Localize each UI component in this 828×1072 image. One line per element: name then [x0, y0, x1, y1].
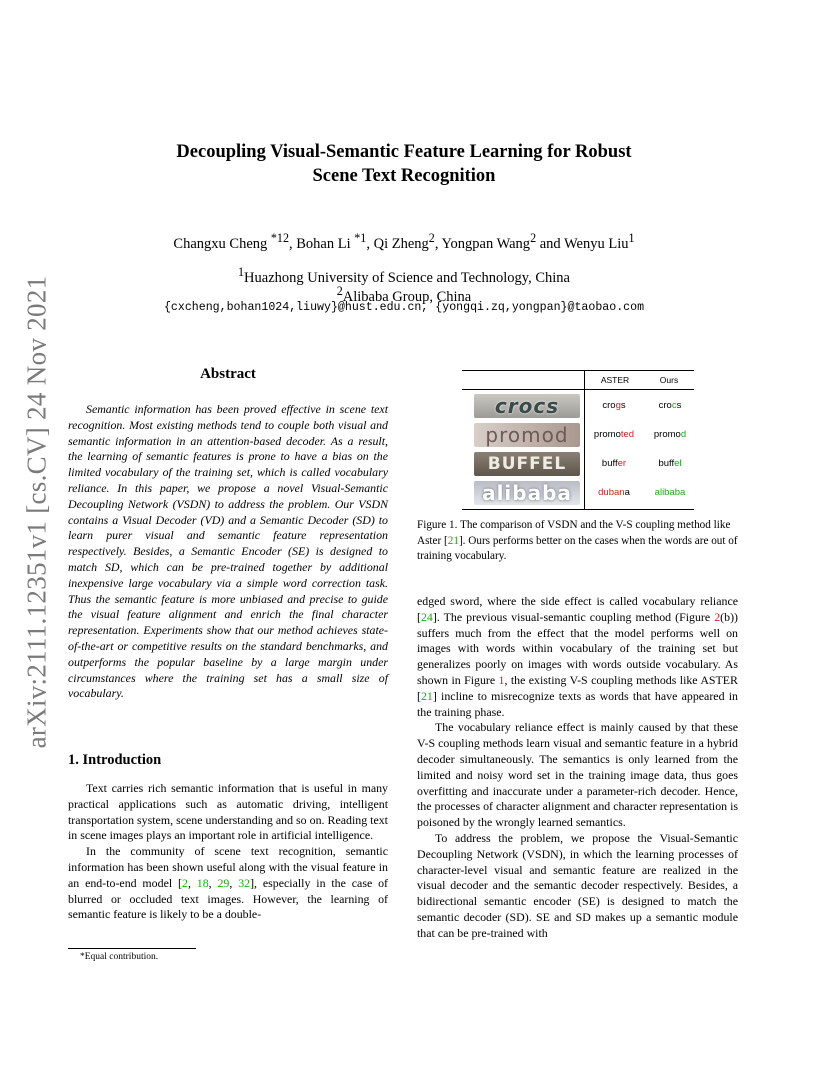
- intro-p2-text: ], especially in the case of blurred or occluded text images. However, the learning of semantic feature is likely to be a double-: [68, 875, 388, 922]
- author-4-sup: 2: [530, 231, 537, 245]
- ours-prediction: [638, 429, 702, 440]
- figure-ref-link[interactable]: 2: [714, 609, 721, 624]
- affiliation-2-text: Alibaba Group, China: [342, 288, 472, 305]
- title-line-2: Scene Text Recognition: [312, 166, 496, 186]
- right-p1-text: ] incline to misrecognize texts as words that have appeared in the training phase.: [417, 688, 738, 719]
- author-emails: {cxcheng,bohan1024,liuwy}@hust.edu.cn, {yongqi.zq,yongpan}@taobao.com: [163, 301, 645, 314]
- figure-row-4: [462, 481, 694, 507]
- figure-1-caption: [417, 518, 738, 565]
- aster-prediction: [582, 429, 646, 440]
- figure-row-1: [462, 394, 694, 420]
- author-5: and Wenyu Liu: [536, 235, 629, 252]
- affiliation-1-text: Huazhong University of Science and Technology, China: [244, 269, 570, 286]
- column-header-aster: ASTER: [600, 375, 630, 385]
- aster-prediction-error-part: g: [615, 400, 621, 411]
- intro-p2-sep: ,: [208, 875, 218, 890]
- right-column-body: [417, 594, 738, 942]
- intro-paragraph-1: Text carries rich semantic information that is useful in many practical applications such as automatic driving, intelligent transportation system, scene understanding and so on. Reading text in scene images plays an important role in artificial intelligence.: [68, 781, 388, 843]
- aster-prediction-correct-part: buff: [601, 458, 618, 469]
- aster-prediction: [582, 487, 646, 498]
- citation-link[interactable]: 21: [420, 688, 433, 703]
- author-4: , Yongpan Wang: [434, 235, 531, 252]
- aster-prediction-error-part: ted: [620, 429, 635, 440]
- right-p1-text: , the existing V-S coupling methods like ASTER [: [417, 672, 738, 703]
- column-header-ours: Ours: [659, 375, 679, 385]
- footnote-rule: [68, 948, 196, 949]
- table-header-rule: [462, 389, 694, 390]
- citation-link[interactable]: 18: [196, 875, 209, 890]
- ours-prediction-part: promo: [653, 429, 681, 440]
- aster-prediction-correct-part: promo: [593, 429, 621, 440]
- aster-prediction: [582, 400, 646, 411]
- citation-link[interactable]: 21: [447, 534, 459, 547]
- paper-title: [100, 140, 708, 188]
- ours-prediction-fixed-part: d: [680, 429, 687, 440]
- intro-heading: 1. Introduction: [68, 752, 162, 768]
- figure-row-2: [462, 423, 694, 449]
- author-3: , Qi Zheng: [366, 235, 429, 252]
- aster-prediction-rest: s: [620, 400, 626, 411]
- arxiv-identifier: [8, 262, 66, 762]
- ours-prediction-fixed-part: alibaba: [654, 487, 686, 498]
- right-paragraph-2: The vocabulary reliance effect is mainly caused by that these V-S coupling methods learn visual and semantic feature in a hybrid decoder simultaneously. The semantics is only learned from the limited and noisy word set in the training image data, thus goes overfitting and inaccurate under a parameter-rich decoder. Hence, the processes of character alignment and character representation is poisoned by the wrongly learned semantics.: [417, 720, 738, 830]
- citation-link[interactable]: 2: [181, 875, 188, 890]
- aster-prediction-error-part: duban: [598, 487, 625, 498]
- author-5-sup: 1: [628, 231, 635, 245]
- ours-prediction: [638, 487, 702, 498]
- intro-p2-sep: ,: [187, 875, 197, 890]
- author-list: [100, 231, 708, 253]
- word-image-promod: promod: [474, 423, 580, 447]
- right-paragraph-1: [417, 594, 738, 720]
- intro-p2-sep: ,: [229, 875, 239, 890]
- citation-link[interactable]: 32: [238, 875, 251, 890]
- arxiv-identifier-text: arXiv:2111.12351v1 [cs.CV] 24 Nov 2021: [21, 275, 52, 749]
- abstract-heading: Abstract: [200, 366, 256, 382]
- right-p1-text: ]. The previous visual-semantic coupling method (Figure: [432, 609, 715, 624]
- aster-prediction-error-part: er: [617, 458, 627, 469]
- ours-prediction-part: buff: [658, 458, 675, 469]
- caption-text: ]. Ours performs better on the cases when the words are out of training vocabulary.: [417, 534, 738, 562]
- aster-prediction: [582, 458, 646, 469]
- intro-p2-text: In the community of scene text recognition, semantic information has been shown useful along with the visual feature in an end-to-end model [: [68, 844, 388, 890]
- right-p1-text: edged sword, where the side effect is called vocabulary reliance [: [417, 594, 738, 624]
- ours-prediction-fixed-part: c: [671, 400, 677, 411]
- intro-body: [68, 781, 388, 923]
- ours-prediction: [638, 400, 702, 411]
- figure-row-3: [462, 452, 694, 478]
- ours-prediction-fixed-part: el: [674, 458, 682, 469]
- author-3-sup: 2: [428, 231, 435, 245]
- footnote: *Equal contribution.: [80, 952, 159, 962]
- author-2-sup: *1: [354, 231, 367, 245]
- table-top-rule: [462, 370, 694, 371]
- caption-text: Figure 1. The comparison of VSDN and the V-S coupling method like Aster [: [417, 519, 731, 547]
- citation-link[interactable]: 24: [420, 609, 433, 624]
- intro-paragraph-2: [68, 844, 388, 923]
- figure-ref-link[interactable]: 1: [498, 672, 505, 687]
- figure-1: [462, 367, 694, 517]
- word-image-alibaba: alibaba: [474, 481, 580, 505]
- affiliation-2-sup: 2: [336, 284, 343, 298]
- author-1: Changxu Cheng: [173, 235, 271, 252]
- author-1-sup: *12: [270, 231, 290, 245]
- word-image-crocs: crocs: [474, 394, 580, 418]
- author-2: , Bohan Li: [289, 235, 355, 252]
- abstract-paragraph: Semantic information has been proved effective in scene text recognition. Most existing methods tend to couple both visual and semantic information in an attention-based decoder. As a result, the learning of semantic features is prone to have a bias on the limited vocabulary of the training set, which is called vocabulary reliance. In this paper, we propose a novel Visual-Semantic Decoupling Network (VSDN) to address the problem. Our VSDN contains a Visual Decoder (VD) and a Semantic Decoder (SD) to learn purer visual and semantic feature representation respectively. Besides, a Semantic Encoder (SE) is designed to match SD, which can be pre-trained together by additional inexpensive large vocabulary via a simple word correction task. Thus the semantic feature is more unbiased and precise to guide the visual feature alignment and enrich the final character representation. Experiments show that our method achieves state-of-the-art or competitive results on the standard benchmarks, and outperforms the popular baseline by a large margin under circumstances where the training set has a small size of vocabulary.: [68, 402, 388, 701]
- aster-prediction-rest: a: [624, 487, 630, 498]
- ours-prediction: [638, 458, 702, 469]
- aster-prediction-correct-part: cro: [602, 400, 616, 411]
- right-p1-text: (b)) suffers much from the effect that the model performs well on images with words within vocabulary of the training set but generalizes poorly on images with words outside vocabulary. As shown in Figure: [417, 609, 738, 687]
- ours-prediction-part: cro: [658, 400, 672, 411]
- citation-link[interactable]: 29: [217, 875, 230, 890]
- ours-prediction-rest: s: [676, 400, 682, 411]
- right-paragraph-3: To address the problem, we propose the Visual-Semantic Decoupling Network (VSDN), in which the learning processes of character-level visual and semantic feature are realized in the visual decoder and the semantic decoder respectively. Besides, a bidirectional semantic encoder (SE) is designed to match the semantic decoder (SD). SE and SD makes up a semantic module that can be pre-trained with: [417, 830, 738, 940]
- affiliation-1-sup: 1: [237, 265, 245, 279]
- abstract-body: [68, 402, 388, 702]
- word-image-buffel: BUFFEL: [474, 452, 580, 476]
- table-bottom-rule: [462, 509, 694, 510]
- title-line-1: Decoupling Visual-Semantic Feature Learning for Robust: [176, 142, 632, 162]
